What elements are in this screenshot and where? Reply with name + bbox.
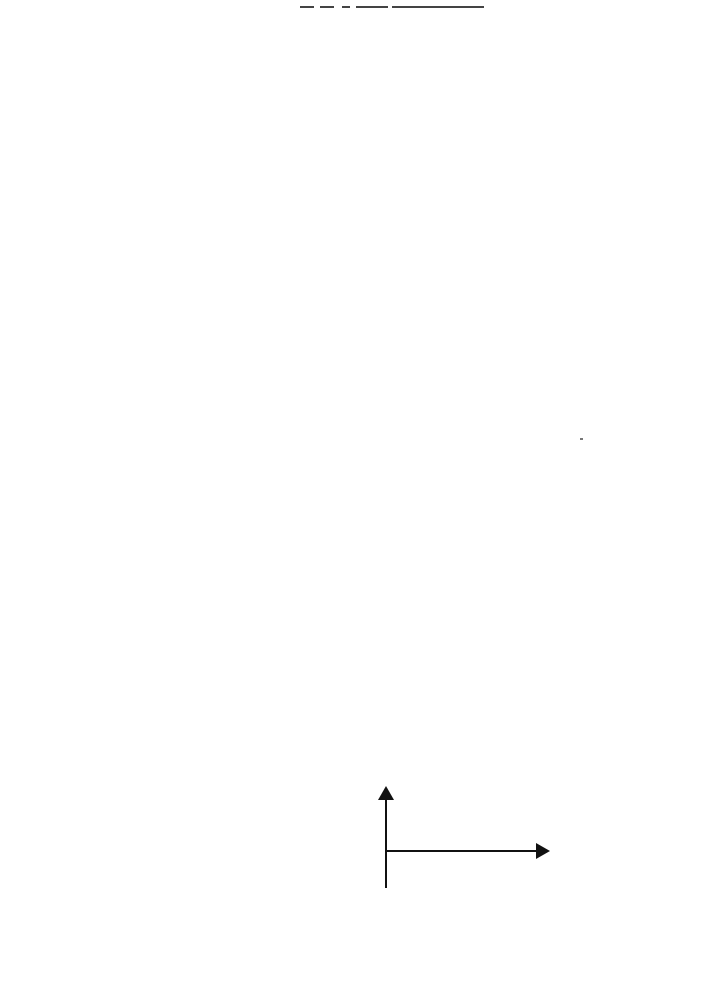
vibration-graph: [330, 782, 630, 897]
top-scan-lines: [300, 6, 490, 10]
scan-speck: [580, 438, 583, 440]
